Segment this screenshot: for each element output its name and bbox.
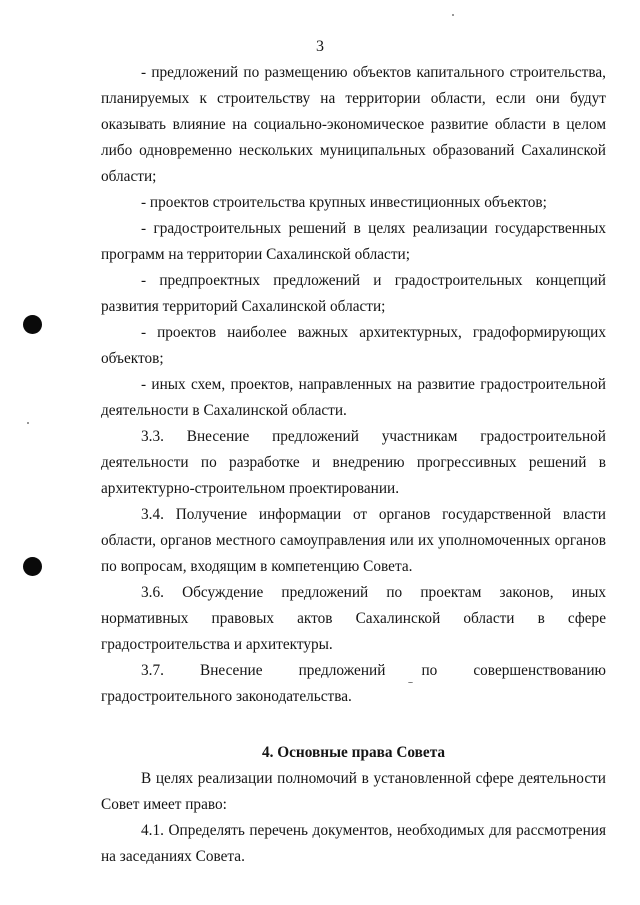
paragraph: В целях реализации полномочий в установленной сфере деятельности Совет имеет право: (101, 770, 606, 813)
scan-speck (27, 422, 29, 424)
paragraph: 3.3. Внесение предложений участникам градостроительной деятельности по разработке и внедрению прогрессивных решений в архитектурно-строительном проектировании. (101, 428, 606, 497)
section-heading: 4. Основные права Совета (261, 744, 446, 761)
punch-hole-bottom (23, 557, 42, 576)
paragraph: 3.7. Внесение предложений по совершенствованию градостроительного законодательства. (101, 662, 606, 705)
page-number: 3 (316, 38, 324, 55)
paragraph: - проектов наиболее важных архитектурных, градоформирующих объектов; (101, 324, 606, 367)
paragraph: - предложений по размещению объектов капитального строительства, планируемых к строительству на территории области, если они будут оказывать влияние на социально-экономическое развитие области в целом либо одновременно нескольких муниципальных образований Сахалинской области; (101, 64, 606, 185)
scan-speck (452, 14, 454, 16)
section-spacer (101, 710, 606, 740)
paragraph: 3.4. Получение информации от органов государственной власти области, органов местного самоуправления или их уполномоченных органов по вопросам, входящим в компетенцию Совета. (101, 506, 606, 575)
paragraph: - проектов строительства крупных инвестиционных объектов; (141, 194, 547, 211)
document-body (101, 60, 606, 870)
paragraph: - градостроительных решений в целях реализации государственных программ на территории Сахалинской области; (101, 220, 606, 263)
paragraph: - иных схем, проектов, направленных на развитие градостроительной деятельности в Сахалинской области. (101, 376, 606, 419)
scan-speck (408, 682, 413, 683)
paragraph: 3.6. Обсуждение предложений по проектам законов, иных нормативных правовых актов Сахалинской области в сфере градостроительства и архитектуры. (101, 584, 606, 653)
paragraph: 4.1. Определять перечень документов, необходимых для рассмотрения на заседаниях Совета. (101, 822, 606, 865)
paragraph: - предпроектных предложений и градостроительных концепций развития территорий Сахалинской области; (101, 272, 606, 315)
punch-hole-top (23, 315, 42, 334)
